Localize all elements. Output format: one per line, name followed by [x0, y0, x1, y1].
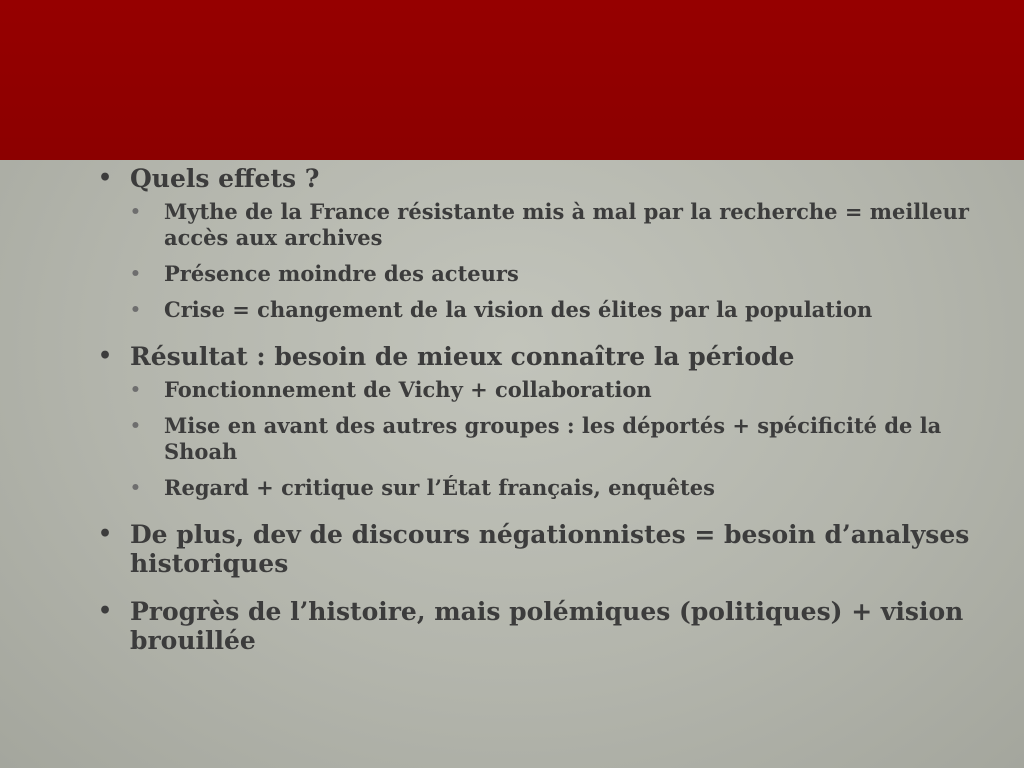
sub-bullet-icon: •: [130, 264, 141, 284]
sub-bullet-text: Crise = changement de la vision des élites par la population: [164, 297, 873, 322]
bullet-icon: •: [98, 598, 113, 624]
sub-bullet-icon: •: [130, 478, 141, 498]
bullet-icon: •: [98, 343, 113, 369]
bullet-item: [98, 597, 998, 655]
bullet-list: [98, 164, 998, 655]
bullet-item: [98, 520, 998, 578]
sub-bullet-item: [130, 413, 998, 465]
sub-bullet-item: [130, 297, 998, 323]
sub-bullet-icon: •: [130, 202, 141, 222]
sub-bullet-icon: •: [130, 300, 141, 320]
bullet-text: De plus, dev de discours négationnistes = besoin d’analyses historiques: [130, 520, 970, 578]
sub-bullet-icon: •: [130, 380, 141, 400]
sub-bullet-item: [130, 261, 998, 287]
sub-bullet-item: [130, 475, 998, 501]
sub-bullet-text: Regard + critique sur l’État français, enquêtes: [164, 475, 715, 500]
sub-bullet-item: [130, 377, 998, 403]
bullet-text: Résultat : besoin de mieux connaître la période: [130, 342, 795, 371]
sub-bullet-text: Présence moindre des acteurs: [164, 261, 519, 286]
bullet-icon: •: [98, 521, 113, 547]
bullet-text: Quels effets ?: [130, 164, 320, 193]
sub-bullet-text: Mise en avant des autres groupes : les déportés + spécificité de la Shoah: [164, 413, 942, 464]
sub-bullet-text: Mythe de la France résistante mis à mal par la recherche = meilleur accès aux archives: [164, 199, 969, 250]
sub-bullet-icon: •: [130, 416, 141, 436]
title-band: [0, 0, 1024, 160]
bullet-icon: •: [98, 165, 113, 191]
sub-bullet-text: Fonctionnement de Vichy + collaboration: [164, 377, 652, 402]
bullet-item: [98, 342, 998, 501]
sub-bullet-list: [130, 199, 998, 323]
sub-bullet-item: [130, 199, 998, 251]
bullet-item: [98, 164, 998, 323]
sub-bullet-list: [130, 377, 998, 501]
bullet-text: Progrès de l’histoire, mais polémiques (politiques) + vision brouillée: [130, 597, 964, 655]
